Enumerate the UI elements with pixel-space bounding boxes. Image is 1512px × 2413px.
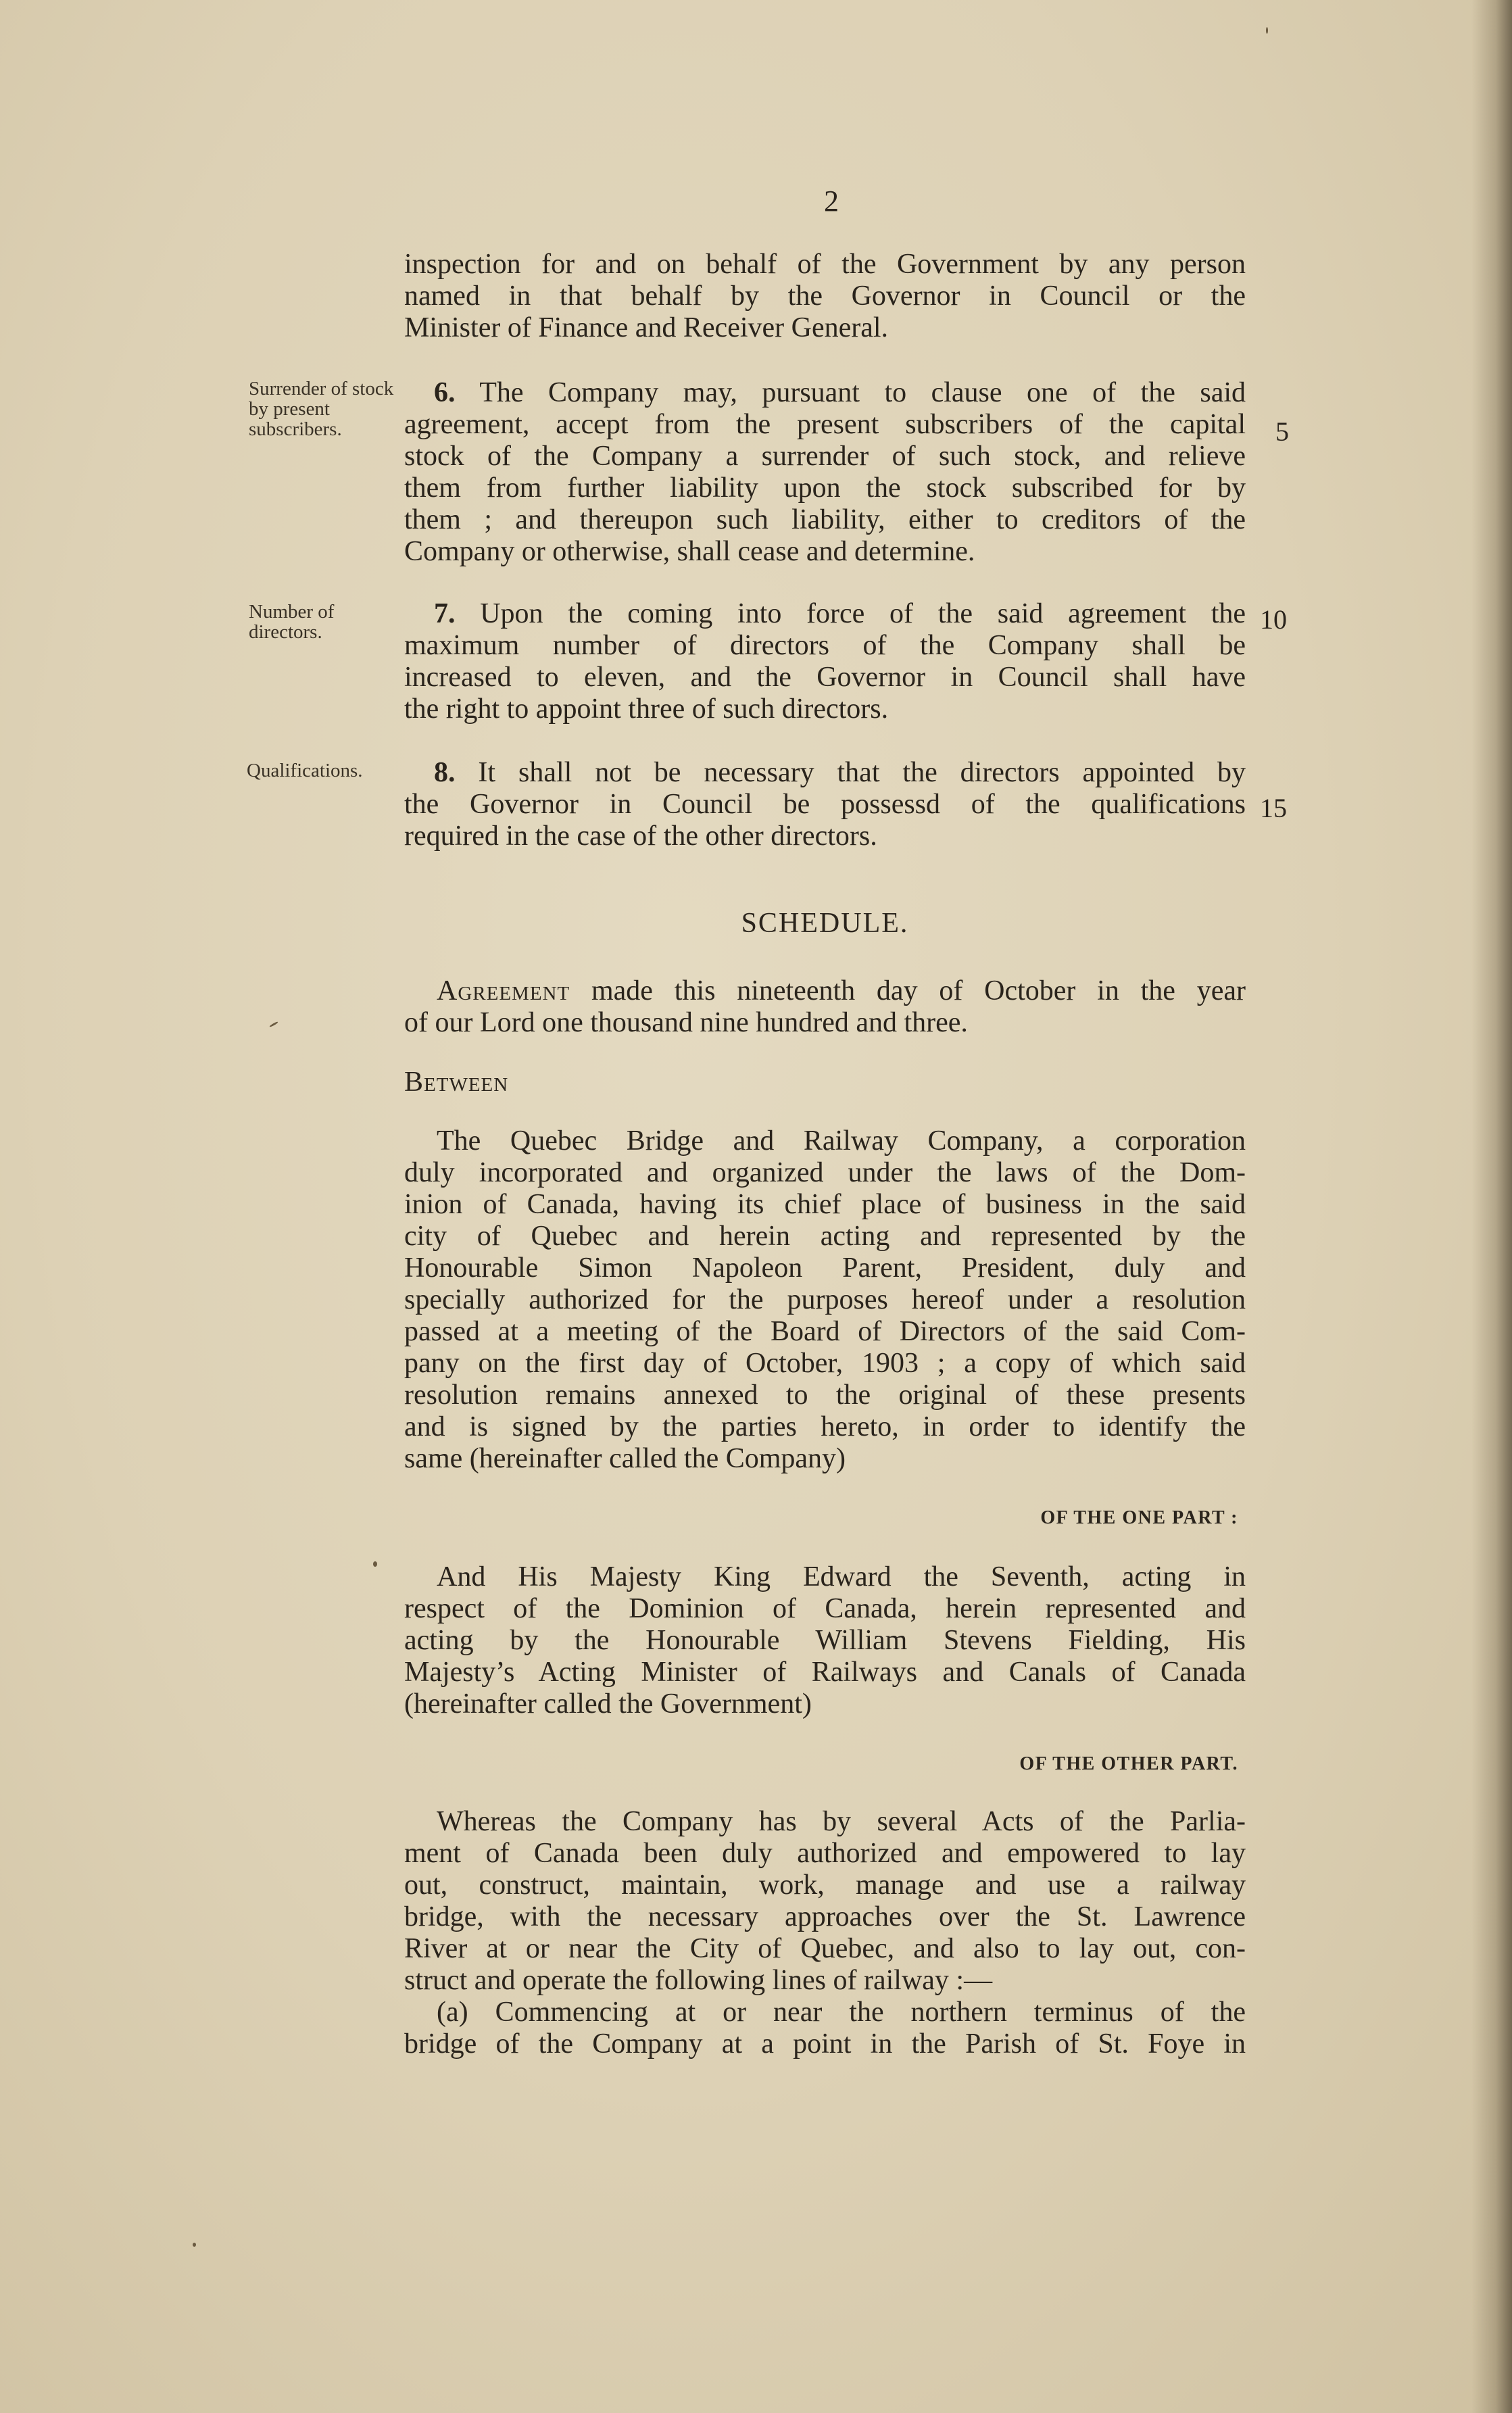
text-line: maximum number of directors of the Company shall be [404,630,1246,661]
text-line: duly incorporated and organized under the laws of the Dom- [404,1157,1246,1188]
text-line: (hereinafter called the Government) [404,1688,812,1720]
line-number-15: 15 [1260,793,1287,823]
ink-speck [193,2243,196,2247]
section-number: 8. [434,757,456,788]
text-line: Honourable Simon Napoleon Parent, President, duly and [404,1252,1246,1284]
text-line: named in that behalf by the Governor in Council or the [404,281,1246,312]
text-line: Majesty’s Acting Minister of Railways and Canals of Canada [404,1657,1246,1688]
ink-speck [269,1021,278,1028]
margin-note-qualifications: Qualifications. [247,760,363,781]
company-party-paragraph [404,1125,1246,1475]
text-line: bridge of the Company at a point in the Parish of St. Foye in [404,2028,1246,2059]
of-the-one-part-label: OF THE ONE PART : [1040,1507,1238,1528]
text-line: The Company may, pursuant to clause one of the said [479,377,1246,408]
text-line: ment of Canada been duly authorized and empowered to lay [404,1838,1246,1869]
agreement-paragraph [404,975,1246,1039]
text-line: bridge, with the necessary approaches over the St. Lawrence [404,1901,1246,1932]
ink-speck [1266,27,1268,34]
of-the-other-part-label: OF THE OTHER PART. [1019,1753,1238,1774]
between-label: Between [404,1067,509,1098]
binding-shadow [1471,0,1512,2413]
section-6 [404,377,1246,568]
between-label-row [404,1067,1246,1098]
section-7 [404,598,1246,725]
text-line: (a) Commencing at or near the northern terminus of the [437,1997,1246,2028]
text-line: struct and operate the following lines of railway :— [404,1965,993,1996]
intro-paragraph [404,249,1246,344]
text-line: same (hereinafter called the Company) [404,1443,846,1474]
section-number: 6. [434,377,456,408]
text-line: inspection for and on behalf of the Government by any person [404,249,1246,280]
text-line: Upon the coming into force of the said agreement the [480,598,1246,629]
text-line: required in the case of the other directors. [404,821,877,852]
section-number: 7. [434,598,456,629]
text-line: Whereas the Company has by several Acts of the Parlia- [437,1806,1246,1837]
page-number: 2 [824,185,839,218]
text-line: The Quebec Bridge and Railway Company, a corporation [437,1125,1246,1156]
text-line: the Governor in Council be possessd of the qualifications [404,789,1246,820]
text-line: specially authorized for the purposes hereof under a resolution [404,1284,1246,1315]
text-line: of our Lord one thousand nine hundred and three. [404,1007,968,1038]
text-line: passed at a meeting of the Board of Directors of the said Com- [404,1316,1246,1347]
text-line: stock of the Company a surrender of such stock, and relieve [404,441,1246,472]
section-8 [404,757,1246,852]
text-line: increased to eleven, and the Governor in Council shall have [404,662,1246,693]
text-line: respect of the Dominion of Canada, herein represented and [404,1593,1246,1624]
text-line: the right to appoint three of such directors. [404,693,889,725]
text-line: city of Quebec and herein acting and represented by the [404,1221,1246,1252]
text-line: and is signed by the parties hereto, in order to identify the [404,1411,1246,1442]
text-line: It shall not be necessary that the directors appointed by [478,757,1246,788]
schedule-heading: SCHEDULE. [741,908,909,939]
margin-note-surrender: Surrender of stock by present subscribers. [249,378,394,440]
line-number-5: 5 [1275,416,1289,447]
text-line: inion of Canada, having its chief place of business in the said [404,1189,1246,1220]
text-line: made this nineteenth day of October in the year [591,975,1246,1006]
text-line: Minister of Finance and Receiver General. [404,312,889,343]
ink-speck [373,1561,377,1567]
government-party-paragraph [404,1561,1246,1720]
text-line: agreement, accept from the present subscribers of the capital [404,409,1246,440]
text-line: River at or near the City of Quebec, and also to lay out, con- [404,1933,1246,1964]
text-line: acting by the Honourable William Stevens Fielding, His [404,1625,1246,1656]
text-line: them ; and thereupon such liability, either to creditors of the [404,504,1246,535]
margin-note-directors: Number of directors. [249,601,335,643]
text-line: pany on the first day of October, 1903 ; a copy of which said [404,1348,1246,1379]
clause-a-paragraph [404,1997,1246,2060]
text-line: out, construct, maintain, work, manage and use a railway [404,1870,1246,1901]
text-line: resolution remains annexed to the original of these presents [404,1380,1246,1411]
agreement-lead: Agreement [437,975,570,1006]
line-number-10: 10 [1260,604,1287,635]
text-line: Company or otherwise, shall cease and determine. [404,536,975,567]
text-line: And His Majesty King Edward the Seventh, acting in [437,1561,1246,1592]
text-line: them from further liability upon the stock subscribed for by [404,472,1246,504]
whereas-paragraph [404,1806,1246,1997]
